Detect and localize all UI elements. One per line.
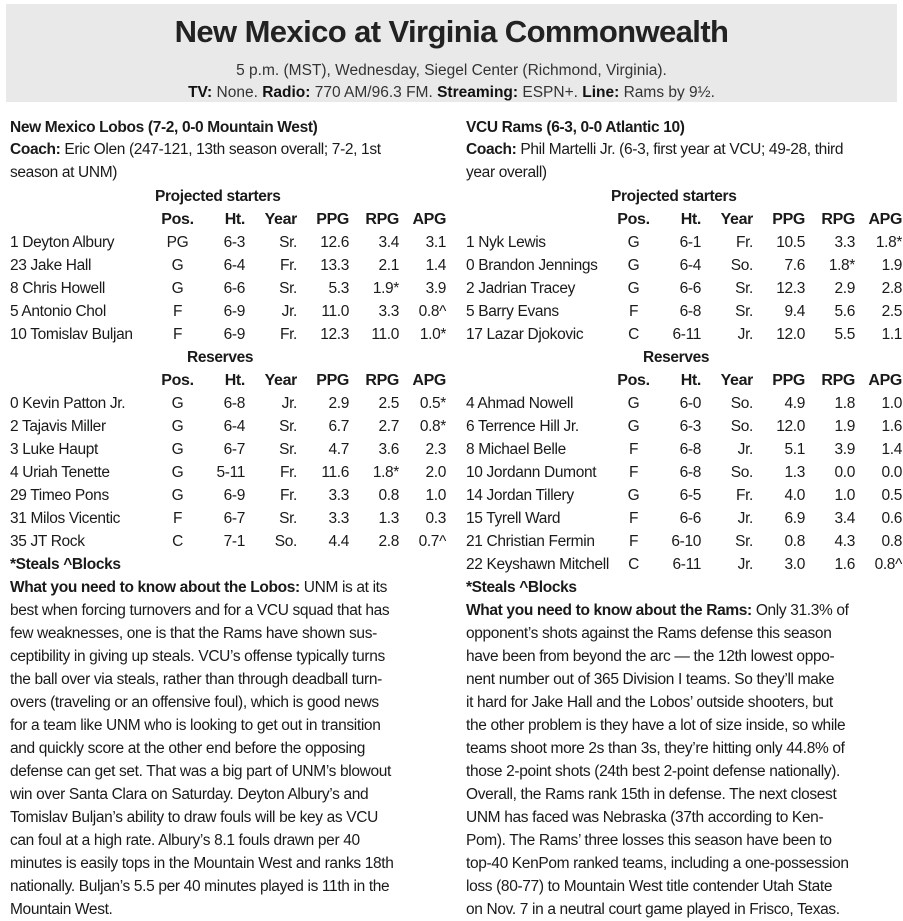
game-time-venue: 5 p.m. (MST), Wednesday, Siegel Center (Richmond, Virginia). xyxy=(236,62,667,79)
player-name: 6 Terrence Hill Jr. xyxy=(466,418,579,435)
notes-line: loss (80-77) to Mountain West title contender Utah State xyxy=(466,878,833,895)
player-rpg: 1.3 xyxy=(378,510,399,527)
coach-line-2: season at UNM) xyxy=(10,163,118,181)
player-height: 6-0 xyxy=(679,395,701,412)
starters-header-row xyxy=(466,208,902,231)
coach-info xyxy=(10,139,446,184)
column-header: RPG xyxy=(821,211,855,228)
player-row xyxy=(10,415,446,438)
coach-info xyxy=(466,139,902,184)
stat-legend: *Steals ^Blocks xyxy=(10,556,121,573)
player-ppg: 4.7 xyxy=(328,441,349,458)
header-banner xyxy=(6,4,897,102)
player-row xyxy=(10,231,446,254)
player-position: F xyxy=(172,303,183,320)
player-apg: 1.6 xyxy=(881,418,902,435)
player-year: So. xyxy=(730,464,753,481)
player-apg: 1.1 xyxy=(881,326,903,343)
player-row xyxy=(466,231,902,254)
radio-label: Radio: xyxy=(262,84,311,101)
player-height: 6-11 xyxy=(672,326,701,343)
player-name: 23 Jake Hall xyxy=(10,257,92,274)
player-apg: 3.9 xyxy=(425,280,447,297)
column-header: APG xyxy=(868,211,903,228)
player-year: Fr. xyxy=(735,234,753,251)
player-rpg: 2.8 xyxy=(378,533,399,550)
player-height: 5-11 xyxy=(216,464,245,481)
player-row xyxy=(466,300,902,323)
player-position: F xyxy=(628,510,639,527)
player-ppg: 3.3 xyxy=(328,487,349,504)
player-rpg: 5.5 xyxy=(834,326,855,343)
player-name: 15 Tyrell Ward xyxy=(466,510,561,527)
column-header: RPG xyxy=(365,372,399,389)
starters-title-row xyxy=(466,185,902,208)
player-position: G xyxy=(627,234,640,251)
column-header: RPG xyxy=(365,211,399,228)
stat-legend: *Steals ^Blocks xyxy=(466,579,577,596)
player-row xyxy=(466,553,902,576)
column-header: RPG xyxy=(821,372,855,389)
player-ppg: 11.0 xyxy=(321,303,349,320)
coach-line-2: year overall) xyxy=(466,163,547,181)
player-apg: 1.4 xyxy=(425,257,447,274)
player-year: Sr. xyxy=(279,441,297,458)
player-rpg: 3.9 xyxy=(834,441,855,458)
player-rpg: 11.0 xyxy=(371,326,399,343)
player-ppg: 13.3 xyxy=(320,257,349,274)
player-name: 5 Barry Evans xyxy=(466,303,559,320)
player-height: 6-8 xyxy=(679,464,701,481)
player-ppg: 5.3 xyxy=(328,280,349,297)
player-height: 6-8 xyxy=(223,395,245,412)
player-rpg: 1.8* xyxy=(372,464,399,481)
coach-label: Coach: xyxy=(466,141,517,158)
player-height: 6-9 xyxy=(223,303,245,320)
player-rpg: 2.9 xyxy=(834,280,855,297)
notes-line: defense can get set. That was a big part of UNM’s blowout xyxy=(10,763,391,780)
player-ppg: 10.5 xyxy=(776,234,805,251)
notes-line: the other problem is they have a lot of size inside, so while xyxy=(466,717,846,734)
column-header: Ht. xyxy=(224,211,245,228)
player-rpg: 1.9* xyxy=(372,280,399,297)
column-header: Year xyxy=(264,372,297,389)
player-name: 21 Christian Fermin xyxy=(466,533,595,550)
player-row xyxy=(466,484,902,507)
player-apg: 1.9 xyxy=(881,257,903,274)
player-position: C xyxy=(628,326,639,343)
player-rpg: 3.4 xyxy=(378,234,399,251)
player-position: G xyxy=(171,395,184,412)
player-year: Fr. xyxy=(735,487,753,504)
player-row xyxy=(10,461,446,484)
notes-line: and quickly score at the other end before the opposing xyxy=(10,740,366,757)
player-position: F xyxy=(628,464,639,481)
player-position: G xyxy=(627,257,640,274)
player-height: 6-11 xyxy=(672,556,701,573)
player-ppg: 7.6 xyxy=(784,257,805,274)
reserves-section-title: Reserves xyxy=(643,349,710,366)
starters-section-title: Projected starters xyxy=(611,188,737,205)
notes-line: have been from beyond the arc — the 12th lowest oppo- xyxy=(466,648,835,665)
notes-line: nent number out of 365 Division I teams. So they’ll make xyxy=(466,671,835,688)
column-header: Year xyxy=(720,211,753,228)
player-row xyxy=(10,277,446,300)
player-year: Sr. xyxy=(735,533,753,550)
radio-value: 770 AM/96.3 FM. xyxy=(314,84,433,101)
player-ppg: 4.0 xyxy=(784,487,805,504)
player-position: F xyxy=(628,303,639,320)
player-row xyxy=(10,392,446,415)
tv-value: None. xyxy=(216,84,258,101)
player-rpg: 3.3 xyxy=(378,303,399,320)
player-year: Sr. xyxy=(279,280,297,297)
player-row xyxy=(10,530,446,553)
column-header: PPG xyxy=(316,211,349,228)
player-height: 6-3 xyxy=(679,418,701,435)
player-position: G xyxy=(171,441,184,458)
player-rpg: 0.8 xyxy=(378,487,399,504)
player-ppg: 4.9 xyxy=(784,395,805,412)
player-height: 6-5 xyxy=(679,487,701,504)
player-ppg: 2.9 xyxy=(328,395,349,412)
player-apg: 0.8^ xyxy=(418,303,447,320)
player-apg: 1.0 xyxy=(425,487,446,504)
player-year: Fr. xyxy=(279,257,297,274)
player-apg: 2.8 xyxy=(881,280,903,297)
player-rpg: 3.3 xyxy=(834,234,855,251)
notes-line: can foul at a high rate. Albury’s 8.1 fouls drawn per 40 xyxy=(10,832,360,849)
player-height: 6-8 xyxy=(679,441,701,458)
player-apg: 0.3 xyxy=(425,510,446,527)
notes-line: UNM is at its xyxy=(299,579,388,596)
player-name: 29 Timeo Pons xyxy=(10,487,109,504)
broadcast-info xyxy=(6,82,897,104)
team-notes xyxy=(466,599,902,921)
player-name: 10 Jordann Dumont xyxy=(466,464,597,481)
player-ppg: 3.3 xyxy=(328,510,349,527)
player-rpg: 1.8 xyxy=(834,395,855,412)
streaming-label: Streaming: xyxy=(437,84,519,101)
player-year: Jr. xyxy=(737,510,753,527)
player-apg: 0.7^ xyxy=(418,533,446,550)
player-ppg: 6.9 xyxy=(784,510,805,527)
notes-line: those 2-point shots (24th best 2-point defense nationally). xyxy=(466,763,840,780)
player-apg: 0.6 xyxy=(881,510,902,527)
player-height: 6-7 xyxy=(223,441,245,458)
tv-label: TV: xyxy=(188,84,213,101)
player-row xyxy=(10,300,446,323)
player-name: 8 Chris Howell xyxy=(10,280,106,297)
player-apg: 0.0 xyxy=(881,464,902,481)
player-row xyxy=(466,392,902,415)
column-header: Ht. xyxy=(224,372,245,389)
player-ppg: 11.6 xyxy=(321,464,349,481)
reserves-section-title: Reserves xyxy=(187,349,254,366)
player-name: 1 Deyton Albury xyxy=(10,234,115,251)
player-apg: 0.8^ xyxy=(874,556,902,573)
player-year: Jr. xyxy=(281,303,297,320)
team-notes xyxy=(10,576,446,921)
notes-line: opponent’s shots against the Rams defense this season xyxy=(466,625,832,642)
player-apg: 2.3 xyxy=(425,441,446,458)
streaming-value: ESPN+. xyxy=(522,84,578,101)
reserves-title-row xyxy=(466,346,902,369)
player-apg: 1.8* xyxy=(875,234,903,251)
player-year: Sr. xyxy=(279,418,297,435)
player-name: 10 Tomislav Buljan xyxy=(10,326,133,343)
player-year: Sr. xyxy=(279,510,297,527)
player-name: 35 JT Rock xyxy=(10,533,85,550)
player-apg: 0.5 xyxy=(881,487,902,504)
coach-line-1: Eric Olen (247-121, 13th season overall; 7-2, 1st xyxy=(64,141,381,158)
player-ppg: 3.0 xyxy=(784,556,805,573)
coach-line-1: Phil Martelli Jr. (6-3, first year at VCU; 49-28, third xyxy=(520,141,844,158)
player-apg: 1.0* xyxy=(419,326,447,343)
player-year: So. xyxy=(730,257,753,274)
player-name: 1 Nyk Lewis xyxy=(466,234,546,251)
player-name: 17 Lazar Djokovic xyxy=(466,326,584,343)
player-position: C xyxy=(172,533,183,550)
column-header: Year xyxy=(264,211,297,228)
column-header: Pos. xyxy=(617,372,650,389)
team-column-vcu xyxy=(466,116,902,921)
player-apg: 0.8* xyxy=(419,418,446,435)
player-row xyxy=(466,461,902,484)
notes-line: on Nov. 7 in a neutral court game played in Frisco, Texas. xyxy=(466,901,840,918)
player-height: 6-3 xyxy=(223,234,245,251)
player-ppg: 9.4 xyxy=(784,303,805,320)
player-name: 5 Antonio Chol xyxy=(10,303,106,320)
player-position: G xyxy=(627,487,640,504)
player-height: 6-1 xyxy=(679,234,701,251)
player-position: G xyxy=(171,487,184,504)
player-year: Jr. xyxy=(737,326,753,343)
team-title: New Mexico Lobos (7-2, 0-0 Mountain West) xyxy=(10,119,318,136)
notes-line: few weaknesses, one is that the Rams have shown sus- xyxy=(10,625,377,642)
player-row xyxy=(466,507,902,530)
player-position: G xyxy=(627,395,640,412)
notes-line: teams shoot more 2s than 3s, they’re hitting only 44.8% of xyxy=(466,740,845,757)
starters-header-row xyxy=(10,208,446,231)
column-header: APG xyxy=(868,372,902,389)
player-row xyxy=(466,438,902,461)
player-name: 0 Kevin Patton Jr. xyxy=(10,395,126,412)
notes-line: Mountain West. xyxy=(10,901,113,918)
notes-line: it hard for Jake Hall and the Lobos’ outside shooters, but xyxy=(466,694,833,711)
player-height: 6-7 xyxy=(223,510,245,527)
player-apg: 0.8 xyxy=(881,533,902,550)
column-header: PPG xyxy=(772,211,805,228)
notes-line: Pom). The Rams’ three losses this season have been to xyxy=(466,832,832,849)
player-row xyxy=(10,438,446,461)
notes-line: Tomislav Buljan’s ability to draw fouls will be key as VCU xyxy=(10,809,378,826)
player-ppg: 12.3 xyxy=(320,326,349,343)
player-apg: 2.0 xyxy=(425,464,446,481)
player-name: 0 Brandon Jennings xyxy=(466,257,598,274)
reserves-table xyxy=(466,346,902,576)
player-ppg: 1.3 xyxy=(784,464,805,481)
line-label: Line: xyxy=(582,84,620,101)
player-row xyxy=(466,277,902,300)
player-ppg: 5.1 xyxy=(784,441,805,458)
player-name: 31 Milos Vicentic xyxy=(10,510,121,527)
player-apg: 2.5 xyxy=(881,303,903,320)
reserves-header-row xyxy=(466,369,902,392)
player-row xyxy=(10,323,446,346)
player-name: 2 Jadrian Tracey xyxy=(466,280,575,297)
player-apg: 0.5* xyxy=(419,395,446,412)
player-position: G xyxy=(627,280,640,297)
player-row xyxy=(466,415,902,438)
player-name: 22 Keyshawn Mitchell xyxy=(466,556,609,573)
player-height: 6-10 xyxy=(671,533,701,550)
player-apg: 1.0 xyxy=(881,395,902,412)
player-name: 14 Jordan Tillery xyxy=(466,487,574,504)
starters-section-title: Projected starters xyxy=(155,188,281,205)
player-height: 6-6 xyxy=(679,510,701,527)
player-position: F xyxy=(172,326,183,343)
player-name: 4 Uriah Tenette xyxy=(10,464,110,481)
player-rpg: 0.0 xyxy=(834,464,855,481)
column-header: PPG xyxy=(772,372,805,389)
notes-line: for a team like UNM who is looking to get out in transition xyxy=(10,717,381,734)
player-height: 6-6 xyxy=(679,280,701,297)
player-rpg: 1.6 xyxy=(834,556,855,573)
player-ppg: 6.7 xyxy=(328,418,349,435)
column-header: Ht. xyxy=(680,372,701,389)
player-ppg: 0.8 xyxy=(784,533,805,550)
player-rpg: 2.1 xyxy=(378,257,399,274)
notes-line: the ball over via steals, rather than through deadball turn- xyxy=(10,671,382,688)
player-name: 8 Michael Belle xyxy=(466,441,566,458)
player-ppg: 12.0 xyxy=(776,418,805,435)
player-rpg: 5.6 xyxy=(834,303,855,320)
player-rpg: 3.4 xyxy=(834,510,855,527)
player-ppg: 4.4 xyxy=(328,533,349,550)
player-apg: 1.4 xyxy=(881,441,902,458)
player-row xyxy=(10,507,446,530)
starters-table xyxy=(466,185,902,346)
player-rpg: 3.6 xyxy=(378,441,399,458)
player-height: 6-4 xyxy=(679,257,701,274)
notes-line: best when forcing turnovers and for a VCU squad that has xyxy=(10,602,390,619)
page-title: New Mexico at Virginia Commonwealth xyxy=(174,14,729,49)
reserves-table xyxy=(10,346,446,553)
player-year: So. xyxy=(274,533,297,550)
player-row xyxy=(10,254,446,277)
player-position: F xyxy=(628,533,639,550)
player-row xyxy=(10,484,446,507)
player-rpg: 4.3 xyxy=(834,533,855,550)
player-position: G xyxy=(171,464,184,481)
notes-line: ceptibility in giving up steals. VCU’s offense typically turns xyxy=(10,648,385,665)
notes-line: win over Santa Clara on Saturday. Deyton Albury’s and xyxy=(10,786,369,803)
player-height: 6-9 xyxy=(223,487,245,504)
player-year: Jr. xyxy=(737,441,753,458)
notes-heading: What you need to know about the Lobos: xyxy=(10,579,300,596)
coach-label: Coach: xyxy=(10,141,61,158)
notes-heading: What you need to know about the Rams: xyxy=(466,602,752,619)
player-position: G xyxy=(171,418,184,435)
player-position: G xyxy=(171,257,184,274)
notes-line: Only 31.3% of xyxy=(751,602,849,619)
player-year: So. xyxy=(730,395,753,412)
player-height: 7-1 xyxy=(223,533,245,550)
starters-table xyxy=(10,185,446,346)
player-row xyxy=(466,254,902,277)
team-title: VCU Rams (6-3, 0-0 Atlantic 10) xyxy=(466,119,685,136)
starters-title-row xyxy=(10,185,446,208)
player-name: 3 Luke Haupt xyxy=(10,441,99,458)
player-year: Sr. xyxy=(735,280,753,297)
column-header: Year xyxy=(720,372,753,389)
player-name: 2 Tajavis Miller xyxy=(10,418,106,435)
player-ppg: 12.6 xyxy=(320,234,349,251)
player-year: Fr. xyxy=(279,487,297,504)
player-rpg: 1.8* xyxy=(828,257,855,274)
player-rpg: 1.0 xyxy=(834,487,855,504)
reserves-header-row xyxy=(10,369,446,392)
player-rpg: 2.5 xyxy=(378,395,399,412)
player-height: 6-6 xyxy=(223,280,245,297)
player-position: C xyxy=(628,556,639,573)
player-position: G xyxy=(627,418,640,435)
player-year: Fr. xyxy=(279,326,297,343)
player-position: PG xyxy=(166,234,189,251)
player-year: Jr. xyxy=(737,556,753,573)
notes-line: top-40 KenPom ranked teams, including a one-possession xyxy=(466,855,849,872)
player-name: 4 Ahmad Nowell xyxy=(466,395,574,412)
player-rpg: 1.9 xyxy=(834,418,855,435)
player-ppg: 12.0 xyxy=(776,326,805,343)
player-position: G xyxy=(171,280,184,297)
notes-line: nationally. Buljan’s 5.5 per 40 minutes played is 11th in the xyxy=(10,878,390,895)
notes-line: overs (traveling or an offensive foul), which is good news xyxy=(10,694,379,711)
column-header: APG xyxy=(412,211,447,228)
player-height: 6-8 xyxy=(679,303,701,320)
player-rpg: 2.7 xyxy=(378,418,399,435)
column-header: PPG xyxy=(316,372,349,389)
column-header: Ht. xyxy=(680,211,701,228)
player-apg: 3.1 xyxy=(425,234,447,251)
player-height: 6-4 xyxy=(223,418,245,435)
player-row xyxy=(466,530,902,553)
line-value: Rams by 9½. xyxy=(623,84,715,101)
player-year: Jr. xyxy=(281,395,297,412)
player-year: Fr. xyxy=(279,464,297,481)
column-header: Pos. xyxy=(617,211,650,228)
player-year: Sr. xyxy=(735,303,753,320)
player-year: So. xyxy=(730,418,753,435)
player-row xyxy=(466,323,902,346)
reserves-title-row xyxy=(10,346,446,369)
player-height: 6-4 xyxy=(223,257,245,274)
column-header: Pos. xyxy=(161,372,194,389)
notes-line: UNM has faced was Nebraska (37th according to Ken- xyxy=(466,809,824,826)
team-column-new-mexico xyxy=(10,116,446,921)
column-header: Pos. xyxy=(161,211,194,228)
player-position: F xyxy=(628,441,639,458)
notes-line: minutes is easily tops in the Mountain West and ranks 18th xyxy=(10,855,394,872)
notes-line: Overall, the Rams rank 15th in defense. The next closest xyxy=(466,786,837,803)
player-position: F xyxy=(172,510,183,527)
column-header: APG xyxy=(412,372,446,389)
player-year: Sr. xyxy=(279,234,297,251)
player-ppg: 12.3 xyxy=(776,280,805,297)
player-height: 6-9 xyxy=(223,326,245,343)
